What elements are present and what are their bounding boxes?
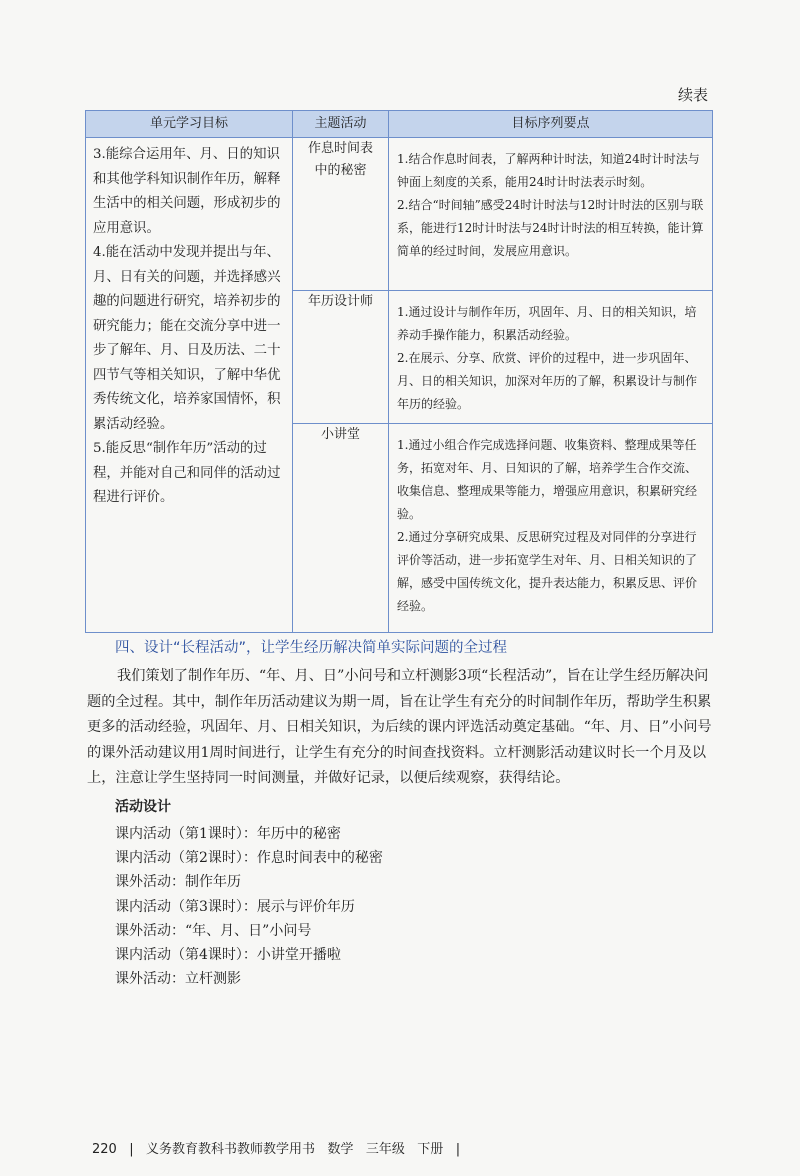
table-header-row [86, 111, 713, 138]
points-cell [389, 138, 713, 291]
point-item: 2.在展示、分享、欣赏、评价的过程中，进一步巩固年、月、日的相关知识，加深对年历的了解，积累设计与制作年历的经验。 [397, 351, 698, 411]
book-title: 义务教育教科书教师教学用书 [146, 1142, 316, 1157]
list-item: 课内活动（第2课时）：作息时间表中的秘密 [115, 850, 383, 867]
activity-design-title: 活动设计 [115, 799, 171, 815]
point-item: 2.结合“时间轴”感受24时计时法与12时计时法的区别与联系，能进行12时计时法与24时计时法的相互转换，能计算简单的经过时间，发展应用意识。 [397, 198, 704, 258]
subject: 数学 [327, 1142, 354, 1157]
list-item: 课外活动：立杆测影 [115, 971, 241, 988]
activity-list [115, 822, 383, 991]
table-row [86, 138, 713, 291]
volume: 下册 [417, 1142, 444, 1157]
page-footer: 220 | 义务教育教科书教师教学用书 数学 三年级 下册 | [92, 1142, 461, 1157]
body-paragraph: 我们策划了制作年历、“年、月、日”小问号和立杆测影3项“长程活动”，旨在让学生经历解决问题的全过程。其中，制作年历活动建议为期一周，旨在让学生有充分的时间制作年历，帮助学生积累更多的活动经验，巩固年、月、日相关知识，为后续的课内评选活动奠定基础。“年、月、日”小问号的课外活动建议用1周时间进行，让学生有充分的时间查找资料。立杆测影活动建议时长一个月及以上，注意让学生坚持同一时间测量，并做好记录，以便后续观察，获得结论。 [87, 668, 712, 786]
grade: 三年级 [365, 1142, 405, 1157]
continued-label: 续表 [677, 86, 708, 104]
point-item: 1.结合作息时间表，了解两种计时法，知道24时计时法与钟面上刻度的关系，能用24时计时法表示时刻。 [397, 152, 700, 189]
point-item: 2.通过分享研究成果、反思研究过程及对同伴的分享进行评价等活动，进一步拓宽学生对年、月、日相关知识的了解，感受中国传统文化，提升表达能力，积累反思、评价经验。 [397, 530, 698, 613]
points-cell [389, 424, 713, 633]
page-number: 220 [92, 1142, 117, 1157]
list-item: 课内活动（第1课时）：年历中的秘密 [115, 826, 341, 842]
unit-goals-table [85, 110, 713, 633]
points-cell [389, 291, 713, 424]
activity-cell: 小讲堂 [293, 424, 389, 633]
section-heading: 四、设计“长程活动”，让学生经历解决简单实际问题的全过程 [115, 640, 508, 656]
header-goal-points: 目标序列要点 [389, 111, 713, 138]
list-item: 课外活动：“年、月、日”小问号 [115, 922, 312, 939]
header-unit-goals: 单元学习目标 [86, 111, 293, 138]
list-item: 课内活动（第3课时）：展示与评价年历 [115, 898, 355, 915]
activity-cell: 作息时间表中的秘密 [293, 138, 389, 291]
goal-item: 5.能反思“制作年历”活动的过程，并能对自己和同伴的活动过程进行评价。 [93, 441, 281, 505]
header-theme-activity: 主题活动 [293, 111, 389, 138]
unit-goals-cell [86, 138, 293, 633]
list-item: 课外活动：制作年历 [115, 874, 241, 891]
point-item: 1.通过设计与制作年历，巩固年、月、日的相关知识，培养动手操作能力，积累活动经验。 [397, 305, 697, 342]
point-item: 1.通过小组合作完成选择问题、收集资料、整理成果等任务，拓宽对年、月、日知识的了解，培养学生合作交流、收集信息、整理成果等能力，增强应用意识，积累研究经验。 [397, 438, 698, 521]
goal-item: 4.能在活动中发现并提出与年、月、日有关的问题，并选择感兴趣的问题进行研究，培养初步的研究能力；能在交流分享中进一步了解年、月、日及历法、二十四节气等相关知识，了解中华优秀传统文化，培养家国情怀，积累活动经验。 [93, 245, 281, 432]
activity-cell: 年历设计师 [293, 291, 389, 424]
goal-item: 3.能综合运用年、月、日的知识和其他学科知识制作年历，解释生活中的相关问题，形成初步的应用意识。 [93, 147, 281, 236]
list-item: 课内活动（第4课时）：小讲堂开播啦 [115, 947, 341, 964]
